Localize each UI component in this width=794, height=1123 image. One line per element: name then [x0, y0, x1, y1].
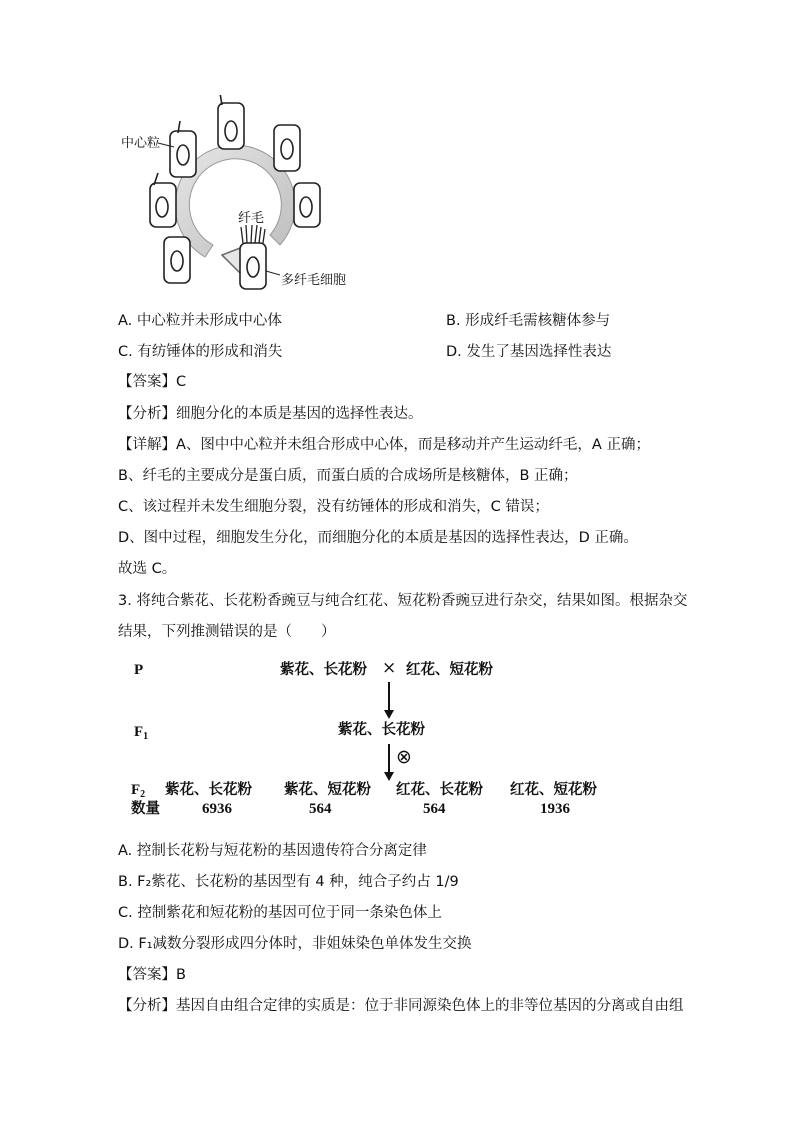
- cross-symbol: ×: [382, 658, 397, 678]
- f2-phenotype: 红花、长花粉: [396, 782, 483, 798]
- ciliated-cell-figure: [110, 95, 390, 295]
- q3-option-d: D. F₁减数分裂形成四分体时，非姐妹染色单体发生交换: [118, 936, 472, 952]
- q2-option-b: B. 形成纤毛需核糖体参与: [446, 313, 611, 329]
- q2-option-a: A. 中心粒并未形成中心体: [118, 313, 282, 329]
- arrow-f1-to-f2: [382, 744, 396, 782]
- f1-label: $F_1$: [134, 724, 149, 742]
- cell: [294, 183, 320, 227]
- count-label: 数量: [131, 801, 160, 817]
- cilia-label: 纤毛: [238, 211, 265, 226]
- arrow-p-to-f1: [382, 682, 396, 720]
- q2-answer: 【答案】C: [118, 374, 187, 390]
- selfing-symbol: ⊗: [396, 746, 412, 768]
- q2-detail-a: 【详解】A、图中中心粒并未组合形成中心体，而是移动并产生运动纤毛，A 正确；: [118, 437, 650, 453]
- p-right-phenotype: 红花、短花粉: [406, 662, 493, 678]
- cell: [150, 173, 176, 227]
- centriole-label: 中心粒: [121, 136, 161, 151]
- q3-option-c: C. 控制紫花和短花粉的基因可位于同一条染色体上: [118, 905, 442, 921]
- cell: [164, 237, 190, 283]
- cell-label: 多纤毛细胞: [281, 273, 347, 288]
- q2-conclusion: 故选 C。: [118, 561, 177, 577]
- q2-option-d: D. 发生了基因选择性表达: [446, 344, 612, 360]
- cell: [274, 125, 300, 171]
- q2-option-c: C. 有纺锤体的形成和消失: [118, 344, 283, 360]
- multiciliated-cell: [240, 225, 266, 289]
- q2-analysis: 【分析】细胞分化的本质是基因的选择性表达。: [118, 406, 423, 422]
- q3-answer: 【答案】B: [118, 967, 186, 983]
- f2-count: 6936: [202, 801, 232, 817]
- f2-phenotype: 紫花、短花粉: [284, 782, 371, 798]
- q3-option-a: A. 控制长花粉与短花粉的基因遗传符合分离定律: [118, 843, 427, 859]
- f2-phenotype: 红花、短花粉: [510, 782, 597, 798]
- p-left-phenotype: 紫花、长花粉: [280, 662, 367, 678]
- q3-stem-line2: 结果，下列推测错误的是（ ）: [118, 624, 336, 640]
- q3-option-b: B. F₂紫花、长花粉的基因型有 4 种，纯合子约占 1/9: [118, 874, 459, 890]
- q2-detail-d: D、图中过程，细胞发生分化，而细胞分化的本质是基因的选择性表达，D 正确。: [118, 530, 638, 546]
- f2-label: $F_2$: [131, 782, 146, 800]
- q3-stem-line1: 3. 将纯合紫花、长花粉香豌豆与纯合红花、短花粉香豌豆进行杂交，结果如图。根据杂交: [118, 593, 688, 609]
- q2-detail-c: C、该过程并未发生细胞分裂，没有纺锤体的形成和消失，C 错误；: [118, 499, 549, 515]
- f2-count: 564: [423, 801, 446, 817]
- q2-detail-b: B、纤毛的主要成分是蛋白质，而蛋白质的合成场所是核糖体，B 正确；: [118, 468, 578, 484]
- cell: [218, 95, 244, 149]
- q3-analysis: 【分析】基因自由组合定律的实质是：位于非同源染色体上的非等位基因的分离或自由组: [118, 998, 684, 1014]
- f2-count: 1936: [540, 801, 570, 817]
- p-label: P: [134, 662, 144, 678]
- f1-phenotype: 紫花、长花粉: [338, 722, 425, 738]
- f2-count: 564: [309, 801, 332, 817]
- f2-phenotype: 紫花、长花粉: [165, 782, 252, 798]
- cell: [170, 121, 196, 177]
